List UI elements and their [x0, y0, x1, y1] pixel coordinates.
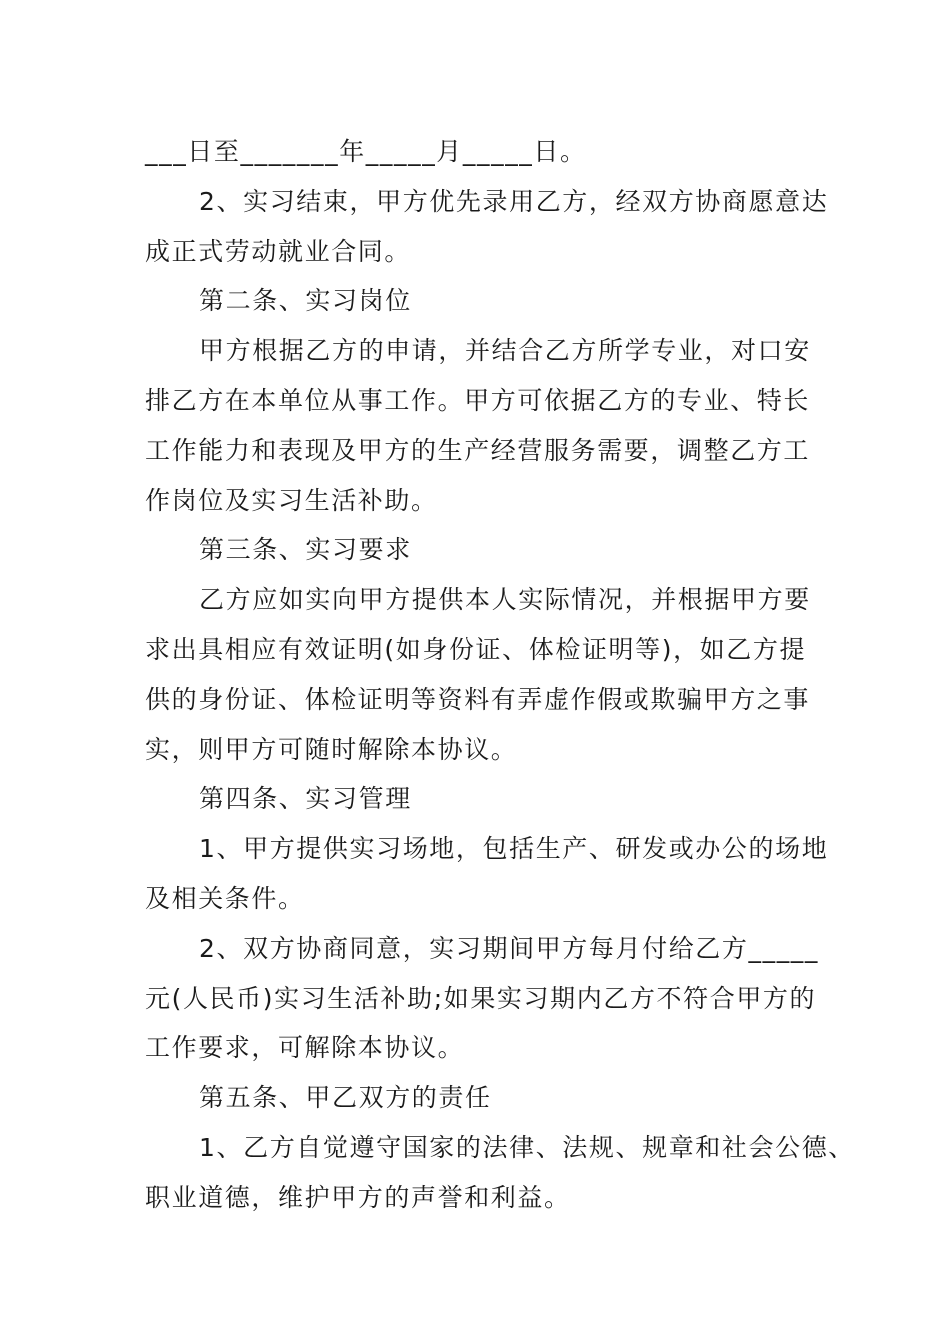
- section-heading: 第四条、实习管理: [199, 784, 412, 814]
- heading-article-2: [145, 276, 817, 326]
- text-line: 工作能力和表现及甲方的生产经营服务需要，调整乙方工: [145, 435, 811, 465]
- text-line: 2、双方协商同意，实习期间甲方每月付给乙方_____: [199, 933, 820, 963]
- text-line: 求出具相应有效证明(如身份证、体检证明等)，如乙方提: [145, 634, 807, 664]
- text-line: 成正式劳动就业合同。: [145, 236, 412, 266]
- text-line: 工作要求，可解除本协议。: [145, 1033, 465, 1063]
- paragraph-article-2-body: [145, 326, 817, 525]
- text-line: 排乙方在本单位从事工作。甲方可依据乙方的专业、特长: [145, 385, 811, 415]
- paragraph-article-4-item-1: [145, 824, 829, 924]
- text-line: 作岗位及实习生活补助。: [145, 485, 438, 515]
- section-heading: 第五条、甲乙双方的责任: [199, 1083, 492, 1113]
- heading-article-4: [145, 774, 817, 824]
- paragraph-article-4-item-2: [145, 924, 820, 1073]
- heading-article-3: [145, 525, 817, 575]
- text-line: 甲方根据乙方的申请，并结合乙方所学专业，对口安: [199, 336, 811, 366]
- paragraph-internship-end: [145, 177, 829, 277]
- text-line: 乙方应如实向甲方提供本人实际情况，并根据甲方要: [199, 585, 811, 615]
- text-line: 1、甲方提供实习场地，包括生产、研发或办公的场地: [199, 834, 829, 864]
- text-line: 元(人民币)实习生活补助;如果实习期内乙方不符合甲方的: [145, 983, 817, 1013]
- paragraph-article-3-body: [145, 575, 817, 774]
- text-line: 及相关条件。: [145, 883, 305, 913]
- text-line: 职业道德，维护甲方的声誉和利益。: [145, 1182, 571, 1212]
- section-heading: 第二条、实习岗位: [199, 286, 412, 316]
- section-heading: 第三条、实习要求: [199, 535, 412, 565]
- text-line: 实，则甲方可随时解除本协议。: [145, 734, 518, 764]
- text-line: 2、实习结束，甲方优先录用乙方，经双方协商愿意达: [199, 186, 829, 216]
- text-line: 1、乙方自觉遵守国家的法律、法规、规章和社会公德、: [199, 1132, 855, 1162]
- heading-article-5: [145, 1073, 817, 1123]
- paragraph-article-5-item-1: [145, 1123, 855, 1223]
- paragraph-date-range: [145, 127, 817, 177]
- text-line: ___日至_______年_____月_____日。: [145, 137, 587, 166]
- text-line: 供的身份证、体检证明等资料有弄虚作假或欺骗甲方之事: [145, 684, 811, 714]
- document-body: [145, 127, 855, 1223]
